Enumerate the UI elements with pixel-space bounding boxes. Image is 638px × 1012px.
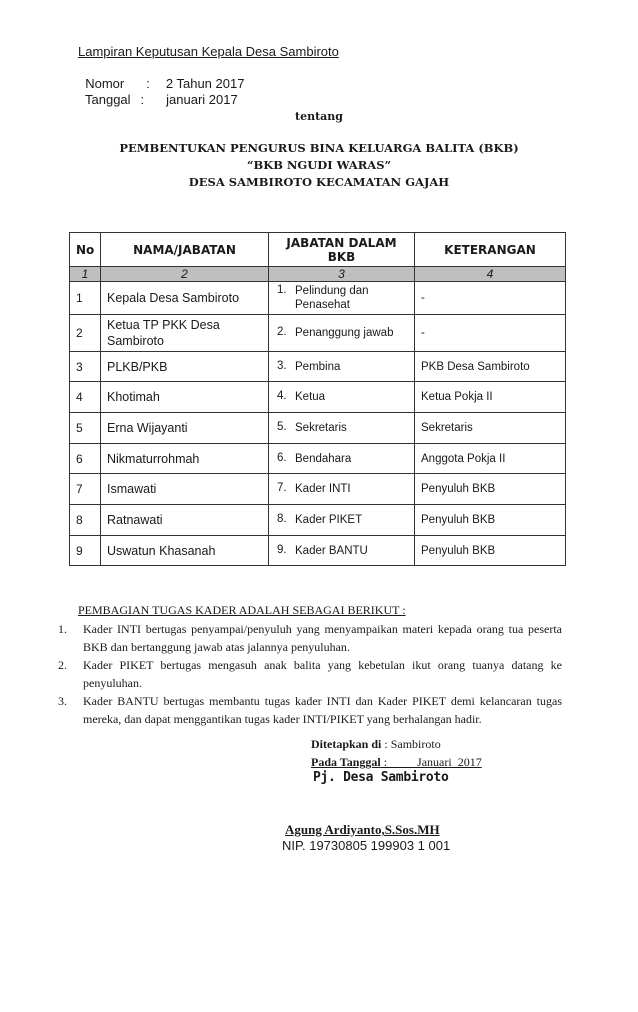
nomor-sep: : — [146, 76, 150, 91]
jabatan-text: Kader PIKET — [295, 514, 363, 526]
tanggal-value: januari 2017 — [166, 92, 238, 107]
row-jabatan — [269, 505, 415, 536]
table-header-row — [70, 233, 566, 267]
pada-tanggal-label: Pada Tanggal — [311, 755, 381, 769]
jabatan-text: Ketua — [295, 391, 326, 403]
row-keterangan: - — [415, 315, 566, 352]
table-row — [70, 536, 566, 566]
jabatan-text: Pelindung dan Penasehat — [295, 285, 369, 311]
header-jabatan: JABATAN DALAM BKB — [269, 233, 415, 267]
task-item — [58, 692, 562, 728]
jabatan-number: 1. — [277, 284, 287, 296]
row-jabatan — [269, 536, 415, 566]
row-no: 8 — [70, 505, 101, 536]
table-index-row — [70, 267, 566, 282]
row-jabatan — [269, 474, 415, 505]
table-row — [70, 474, 566, 505]
row-keterangan: Anggota Pokja II — [415, 444, 566, 474]
task-number: 2. — [58, 658, 67, 672]
table-row — [70, 444, 566, 474]
tanggal-sep: : — [140, 92, 145, 107]
row-no: 1 — [70, 282, 101, 315]
doc-title-line2: “BKB NGUDI WARAS” — [246, 158, 392, 172]
row-nama: Ismawati — [101, 474, 269, 505]
jabatan-number: 8. — [277, 513, 287, 525]
task-item — [58, 620, 562, 656]
jabatan-number: 4. — [277, 390, 287, 402]
nomor-value: 2 Tahun 2017 — [165, 76, 245, 91]
index-cell: 1 — [70, 267, 101, 282]
doc-title-line1: PEMBENTUKAN PENGURUS BINA KELUARGA BALITA (BKB) — [119, 141, 519, 155]
task-number: 3. — [58, 694, 67, 708]
header-nama: NAMA/JABATAN — [101, 233, 269, 267]
table-row — [70, 282, 566, 315]
ditetapkan-line — [311, 737, 441, 752]
jabatan-text: Bendahara — [295, 452, 352, 465]
task-text: Kader INTI bertugas penyampai/penyuluh yang menyampaikan materi kepada orang tua peserta BKB dan bertanggung jawab atas jalannya penyuluhan. — [83, 622, 562, 654]
row-jabatan — [269, 352, 415, 382]
row-jabatan — [269, 444, 415, 474]
row-keterangan: Ketua Pokja II — [415, 382, 566, 413]
jabatan-text: Kader INTI — [295, 483, 351, 495]
ditetapkan-value: : Sambiroto — [381, 737, 441, 751]
row-no: 6 — [70, 444, 101, 474]
ditetapkan-label: Ditetapkan di — [311, 737, 382, 751]
row-nama: Uswatun Khasanah — [101, 536, 269, 566]
jabatan-number: 7. — [277, 482, 287, 494]
row-jabatan — [269, 282, 415, 315]
table-row — [70, 315, 566, 352]
jabatan-text: Kader BANTU — [295, 544, 368, 557]
signatory-name: Agung Ardiyanto,S.Sos.MH — [285, 822, 440, 837]
row-no: 5 — [70, 413, 101, 444]
attachment-title: Lampiran Keputusan Kepala Desa Sambiroto — [78, 44, 339, 59]
jabatan-text: Penanggung jawab — [295, 327, 394, 339]
row-no: 3 — [70, 352, 101, 382]
jabatan-text: Sekretaris — [295, 422, 347, 434]
row-keterangan: Penyuluh BKB — [415, 505, 566, 536]
row-keterangan: Penyuluh BKB — [415, 536, 566, 566]
row-nama: Khotimah — [101, 382, 269, 413]
row-nama: Erna Wijayanti — [101, 413, 269, 444]
nomor-label: Nomor — [85, 76, 125, 91]
index-cell: 3 — [269, 267, 415, 282]
task-text: Kader PIKET bertugas mengasuh anak balita yang kebetulan ikut orang tuanya datang ke penyuluhan. — [83, 658, 562, 690]
tasks-heading: PEMBAGIAN TUGAS KADER ADALAH SEBAGAI BERIKUT : — [78, 603, 406, 617]
row-jabatan — [269, 413, 415, 444]
index-cell: 2 — [101, 267, 269, 282]
tanggal-line — [78, 76, 238, 108]
table-row — [70, 382, 566, 413]
row-keterangan: PKB Desa Sambiroto — [415, 352, 566, 382]
signatory-title: Pj. Desa Sambiroto — [313, 770, 449, 785]
row-jabatan — [269, 315, 415, 352]
row-nama: Kepala Desa Sambiroto — [101, 282, 269, 315]
row-nama: Ketua TP PKK Desa Sambiroto — [101, 315, 269, 352]
tentang-label: tentang — [295, 110, 343, 123]
row-keterangan: Penyuluh BKB — [415, 474, 566, 505]
committee-table — [69, 232, 566, 566]
tanggal-label: Tanggal — [85, 92, 131, 107]
doc-title-line3: DESA SAMBIROTO KECAMATAN GAJAH — [188, 175, 450, 189]
row-jabatan — [269, 382, 415, 413]
signatory-nip: NIP. 19730805 199903 1 001 — [282, 838, 451, 853]
jabatan-number: 6. — [277, 451, 287, 464]
jabatan-number: 5. — [277, 421, 287, 433]
task-item — [58, 656, 562, 692]
row-no: 9 — [70, 536, 101, 566]
task-number: 1. — [58, 622, 67, 636]
row-no: 2 — [70, 315, 101, 352]
row-no: 4 — [70, 382, 101, 413]
row-keterangan: Sekretaris — [415, 413, 566, 444]
jabatan-number: 2. — [277, 326, 287, 338]
row-no: 7 — [70, 474, 101, 505]
jabatan-number: 9. — [277, 543, 287, 556]
row-nama: Nikmaturrohmah — [101, 444, 269, 474]
jabatan-number: 3. — [277, 359, 287, 372]
header-keterangan: KETERANGAN — [415, 233, 566, 267]
row-nama: Ratnawati — [101, 505, 269, 536]
jabatan-text: Pembina — [295, 360, 341, 373]
pada-tanggal-value: : Januari 2017 — [380, 755, 482, 769]
table-row — [70, 352, 566, 382]
task-text: Kader BANTU bertugas membantu tugas kader INTI dan Kader PIKET demi kelancaran tugas mereka, dan dapat menggantikan tugas kader INTI/PIKET yang berhalangan hadir. — [83, 694, 562, 726]
header-no: No — [70, 233, 101, 267]
table-row — [70, 505, 566, 536]
index-cell: 4 — [415, 267, 566, 282]
pada-tanggal-line — [311, 755, 482, 770]
table-row — [70, 413, 566, 444]
row-keterangan: - — [415, 282, 566, 315]
row-nama: PLKB/PKB — [101, 352, 269, 382]
